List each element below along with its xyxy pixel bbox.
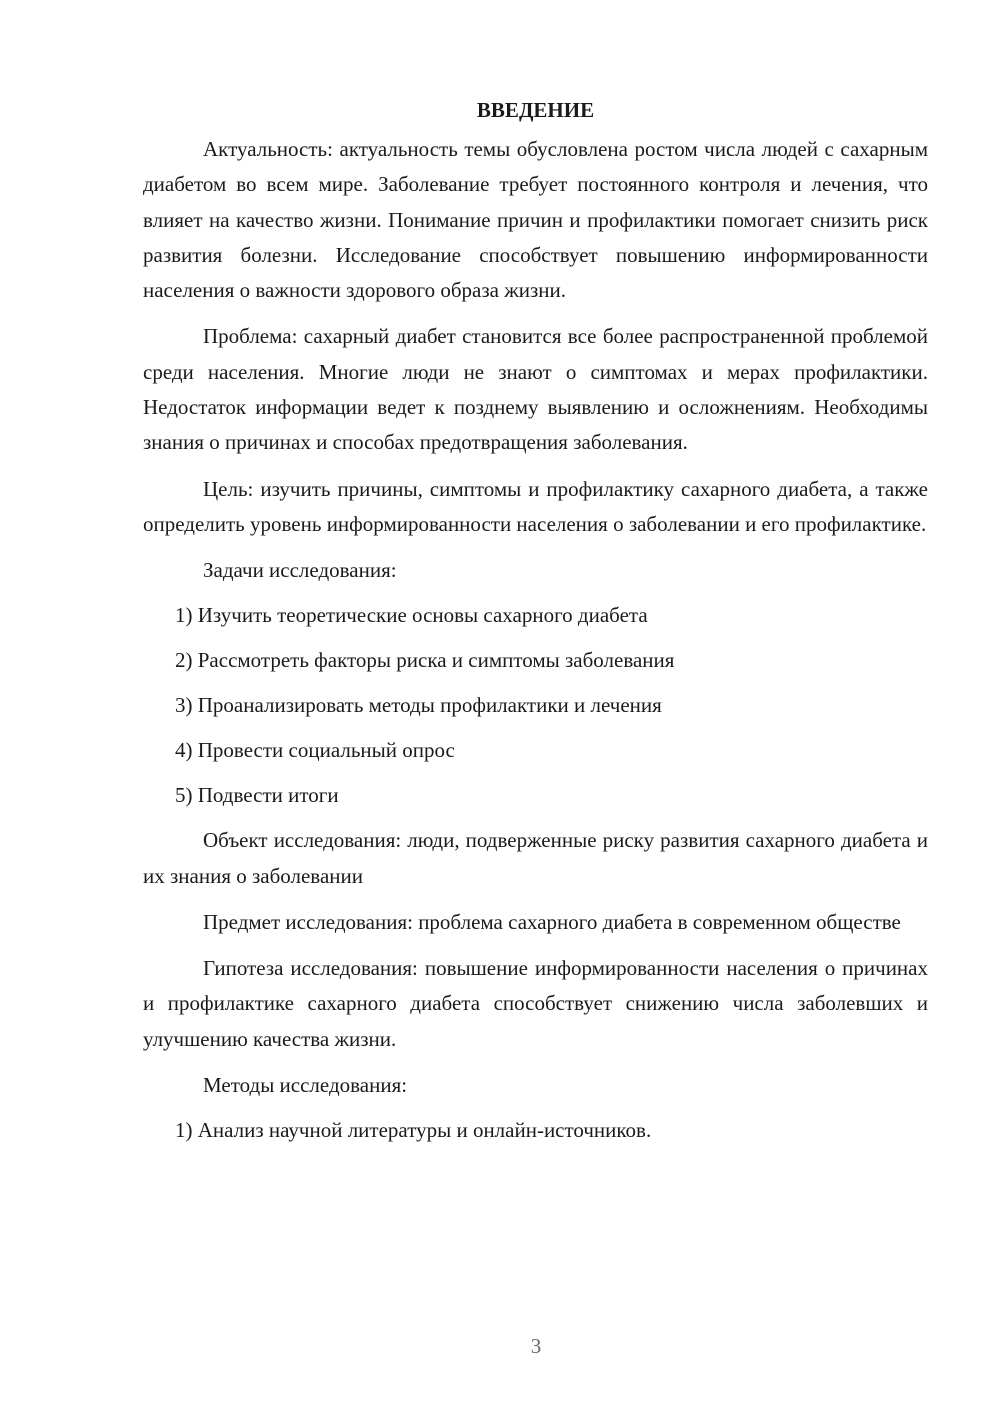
methods-list [143, 1113, 928, 1148]
tasks-list [143, 598, 928, 813]
hypothesis-paragraph: Гипотеза исследования: повышение информированности населения о причинах и профилактике сахарного диабета способствует снижению числа заболевших и улучшению качества жизни. [143, 956, 928, 1051]
document-page [143, 92, 928, 1158]
problem-paragraph: Проблема: сахарный диабет становится все более распространенной проблемой среди населения. Многие люди не знают о симптомах и мерах профилактики. Недостаток информации ведет к позднему выявлению и осложнениям. Необходимы знания о причинах и способах предотвращения заболевания. [143, 324, 928, 455]
list-item: 1) Анализ научной литературы и онлайн-источников. [175, 1118, 652, 1143]
list-item: 5) Подвести итоги [175, 783, 339, 808]
list-item: 4) Провести социальный опрос [175, 738, 455, 763]
list-item: 3) Проанализировать методы профилактики и лечения [175, 693, 662, 718]
subject-paragraph: Предмет исследования: проблема сахарного диабета в современном обществе [203, 909, 901, 934]
relevance-paragraph: Актуальность: актуальность темы обусловлена ростом числа людей с сахарным диабетом во всем мире. Заболевание требует постоянного контроля и лечения, что влияет на качество жизни. Понимание причин и профилактики помогает снизить риск развития болезни. Исследование способствует повышению информированности населения о важности здорового образа жизни. [143, 137, 928, 303]
methods-heading: Методы исследования: [203, 1073, 408, 1098]
page-title: ВВЕДЕНИЕ [476, 98, 595, 122]
object-paragraph: Объект исследования: люди, подверженные риску развития сахарного диабета и их знания о заболевании [143, 828, 928, 888]
list-item: 1) Изучить теоретические основы сахарного диабета [175, 603, 648, 628]
list-item: 2) Рассмотреть факторы риска и симптомы заболевания [175, 648, 675, 673]
page-number: 3 [530, 1334, 542, 1358]
tasks-heading: Задачи исследования: [203, 558, 397, 583]
goal-paragraph: Цель: изучить причины, симптомы и профилактику сахарного диабета, а также определить уровень информированности населения о заболевании и его профилактике. [143, 476, 928, 536]
